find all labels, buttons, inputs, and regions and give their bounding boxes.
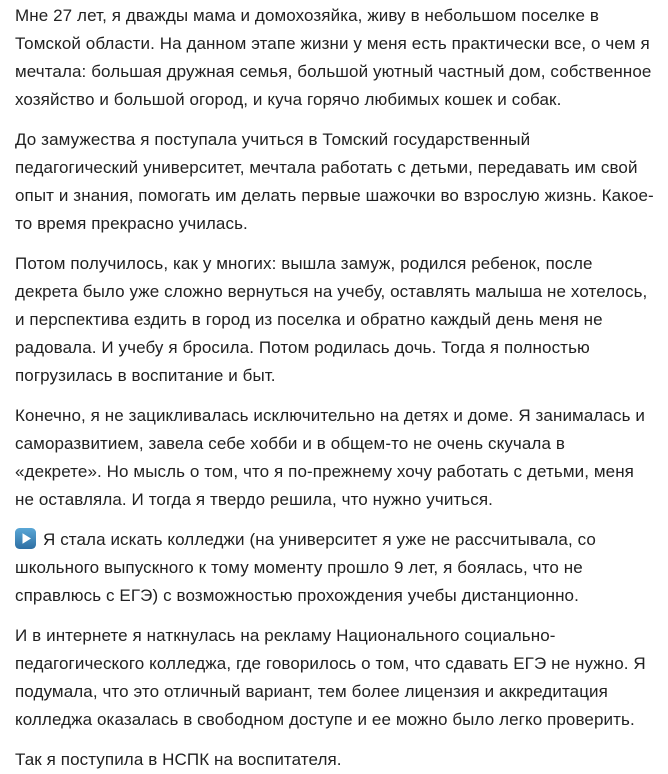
paragraph: Так я поступила в НСПК на воспитателя.: [15, 750, 342, 769]
paragraph: [15, 526, 654, 610]
paragraph: Мне 27 лет, я дважды мама и домохозяйка, живу в небольшом поселке в Томской области. На данном этапе жизни у меня есть практически все, о чем я мечтала: большая дружная семья, большой уютный частный дом, собственное хозяйство и большой огород, и куча горячо любимых кошек и собак.: [15, 6, 652, 109]
paragraph: И в интернете я наткнулась на рекламу Национального социально-педагогического колледжа, где говорилось о том, что сдавать ЕГЭ не нужно. Я подумала, что это отличный вариант, тем более лицензия и аккредитация колледжа оказалась в свободном доступе и ее можно было легко проверить.: [15, 626, 646, 729]
paragraph: До замужества я поступала учиться в Томский государственный педагогический университет, мечтала работать с детьми, передавать им свой опыт и знания, помогать им делать первые шажочки во взрослую жизнь. Какое-то время прекрасно училась.: [15, 130, 654, 233]
paragraph-text: Я стала искать колледжи (на университет я уже не рассчитывала, со школьного выпускного к тому моменту прошло 9 лет, я боялась, что не справлюсь с ЕГЭ) с возможностью прохождения учебы дистанционно.: [15, 530, 596, 605]
play-button-icon: [15, 528, 36, 549]
paragraph: Потом получилось, как у многих: вышла замуж, родился ребенок, после декрета было уже сложно вернуться на учебу, оставлять малыша не хотелось, и перспектива ездить в город из поселка и обратно каждый день меня не радовала. И учебу я бросила. Потом родилась дочь. Тогда я полностью погрузилась в воспитание и быт.: [15, 254, 648, 385]
paragraph: Конечно, я не зацикливалась исключительно на детях и доме. Я занималась и саморазвитием, завела себе хобби и в общем-то не очень скучала в «декрете». Но мысль о том, что я по-прежнему хочу работать с детьми, меня не оставляла. И тогда я твердо решила, что нужно учиться.: [15, 406, 645, 509]
